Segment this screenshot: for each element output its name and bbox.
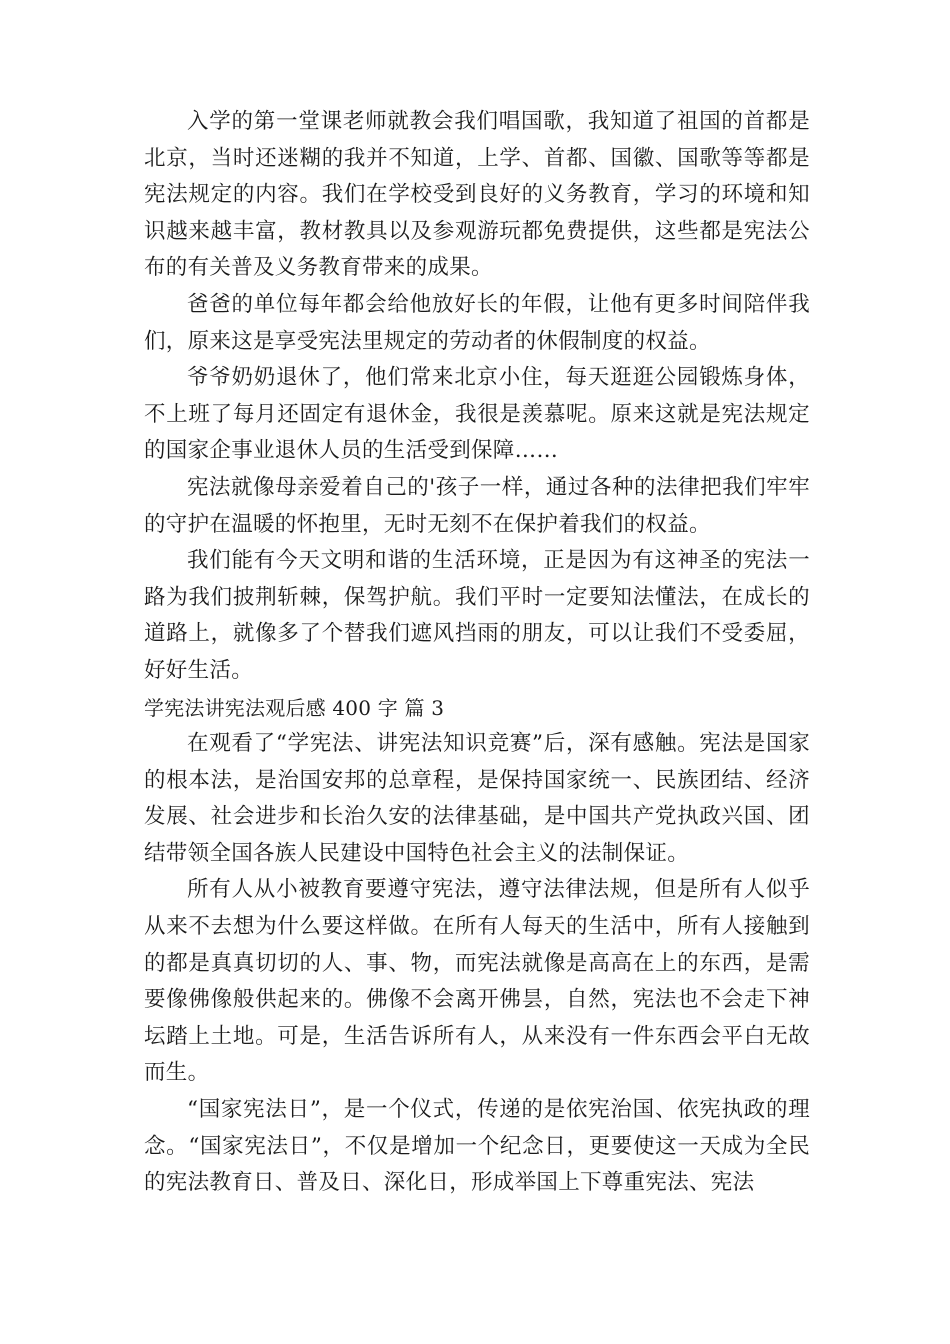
paragraph-constitution-like-mother: 宪法就像母亲爱着自己的'孩子一样，通过各种的法律把我们牢牢的守护在温暖的怀抱里，无时无刻不在保护着我们的权益。 — [144, 474, 810, 537]
paragraph-competition-reflection: 在观看了“学宪法、讲宪法知识竞赛”后，深有感触。宪法是国家的根本法，是治国安邦的总章程，是保持国家统一、民族团结、经济发展、社会进步和长治久安的法律基础，是中国共产党执政兴国、团结带领全国各族人民建设中国特色社会主义的法制保证。 — [144, 731, 810, 866]
document-page — [144, 104, 810, 1202]
paragraph-constitution-day: “国家宪法日”，是一个仪式，传递的是依宪治国、依宪执政的理念。“国家宪法日”，不仅是增加一个纪念日，更要使这一天成为全民的宪法教育日、普及日、深化日，形成举国上下尊重宪法、宪法 — [144, 1097, 810, 1196]
paragraph-grandparents-retirement: 爷爷奶奶退休了，他们常来北京小住，每天逛逛公园锻炼身体，不上班了每月还固定有退休金，我很是羡慕呢。原来这就是宪法规定的国家企事业退休人员的生活受到保障…… — [144, 365, 810, 464]
paragraph-obey-constitution: 所有人从小被教育要遵守宪法，遵守法律法规，但是所有人似乎从来不去想为什么要这样做。在所有人每天的生活中，所有人接触到的都是真真切切的人、事、物，而宪法就像是高高在上的东西，是需要像佛像般供起来的。佛像不会离开佛昙，自然，宪法也不会走下神坛踏上土地。可是，生活告诉所有人，从来没有一件东西会平白无故而生。 — [144, 877, 810, 1086]
paragraph-father-vacation: 爸爸的单位每年都会给他放好长的年假，让他有更多时间陪伴我们，原来这是享受宪法里规定的劳动者的休假制度的权益。 — [144, 291, 810, 354]
paragraph-harmonious-life: 我们能有今天文明和谐的生活环境，正是因为有这神圣的宪法一路为我们披荆斩棘，保驾护航。我们平时一定要知法懂法，在成长的道路上，就像多了个替我们遮风挡雨的朋友，可以让我们不受委屈，好好生活。 — [144, 548, 810, 683]
section-heading: 学宪法讲宪法观后感 400 字 篇 3 — [144, 695, 445, 720]
paragraph-school-education: 入学的第一堂课老师就教会我们唱国歌，我知道了祖国的首都是北京，当时还迷糊的我并不知道，上学、首都、国徽、国歌等等都是宪法规定的内容。我们在学校受到良好的义务教育，学习的环境和知识越来越丰富，教材教具以及参观游玩都免费提供，这些都是宪法公布的有关普及义务教育带来的成果。 — [144, 109, 810, 281]
